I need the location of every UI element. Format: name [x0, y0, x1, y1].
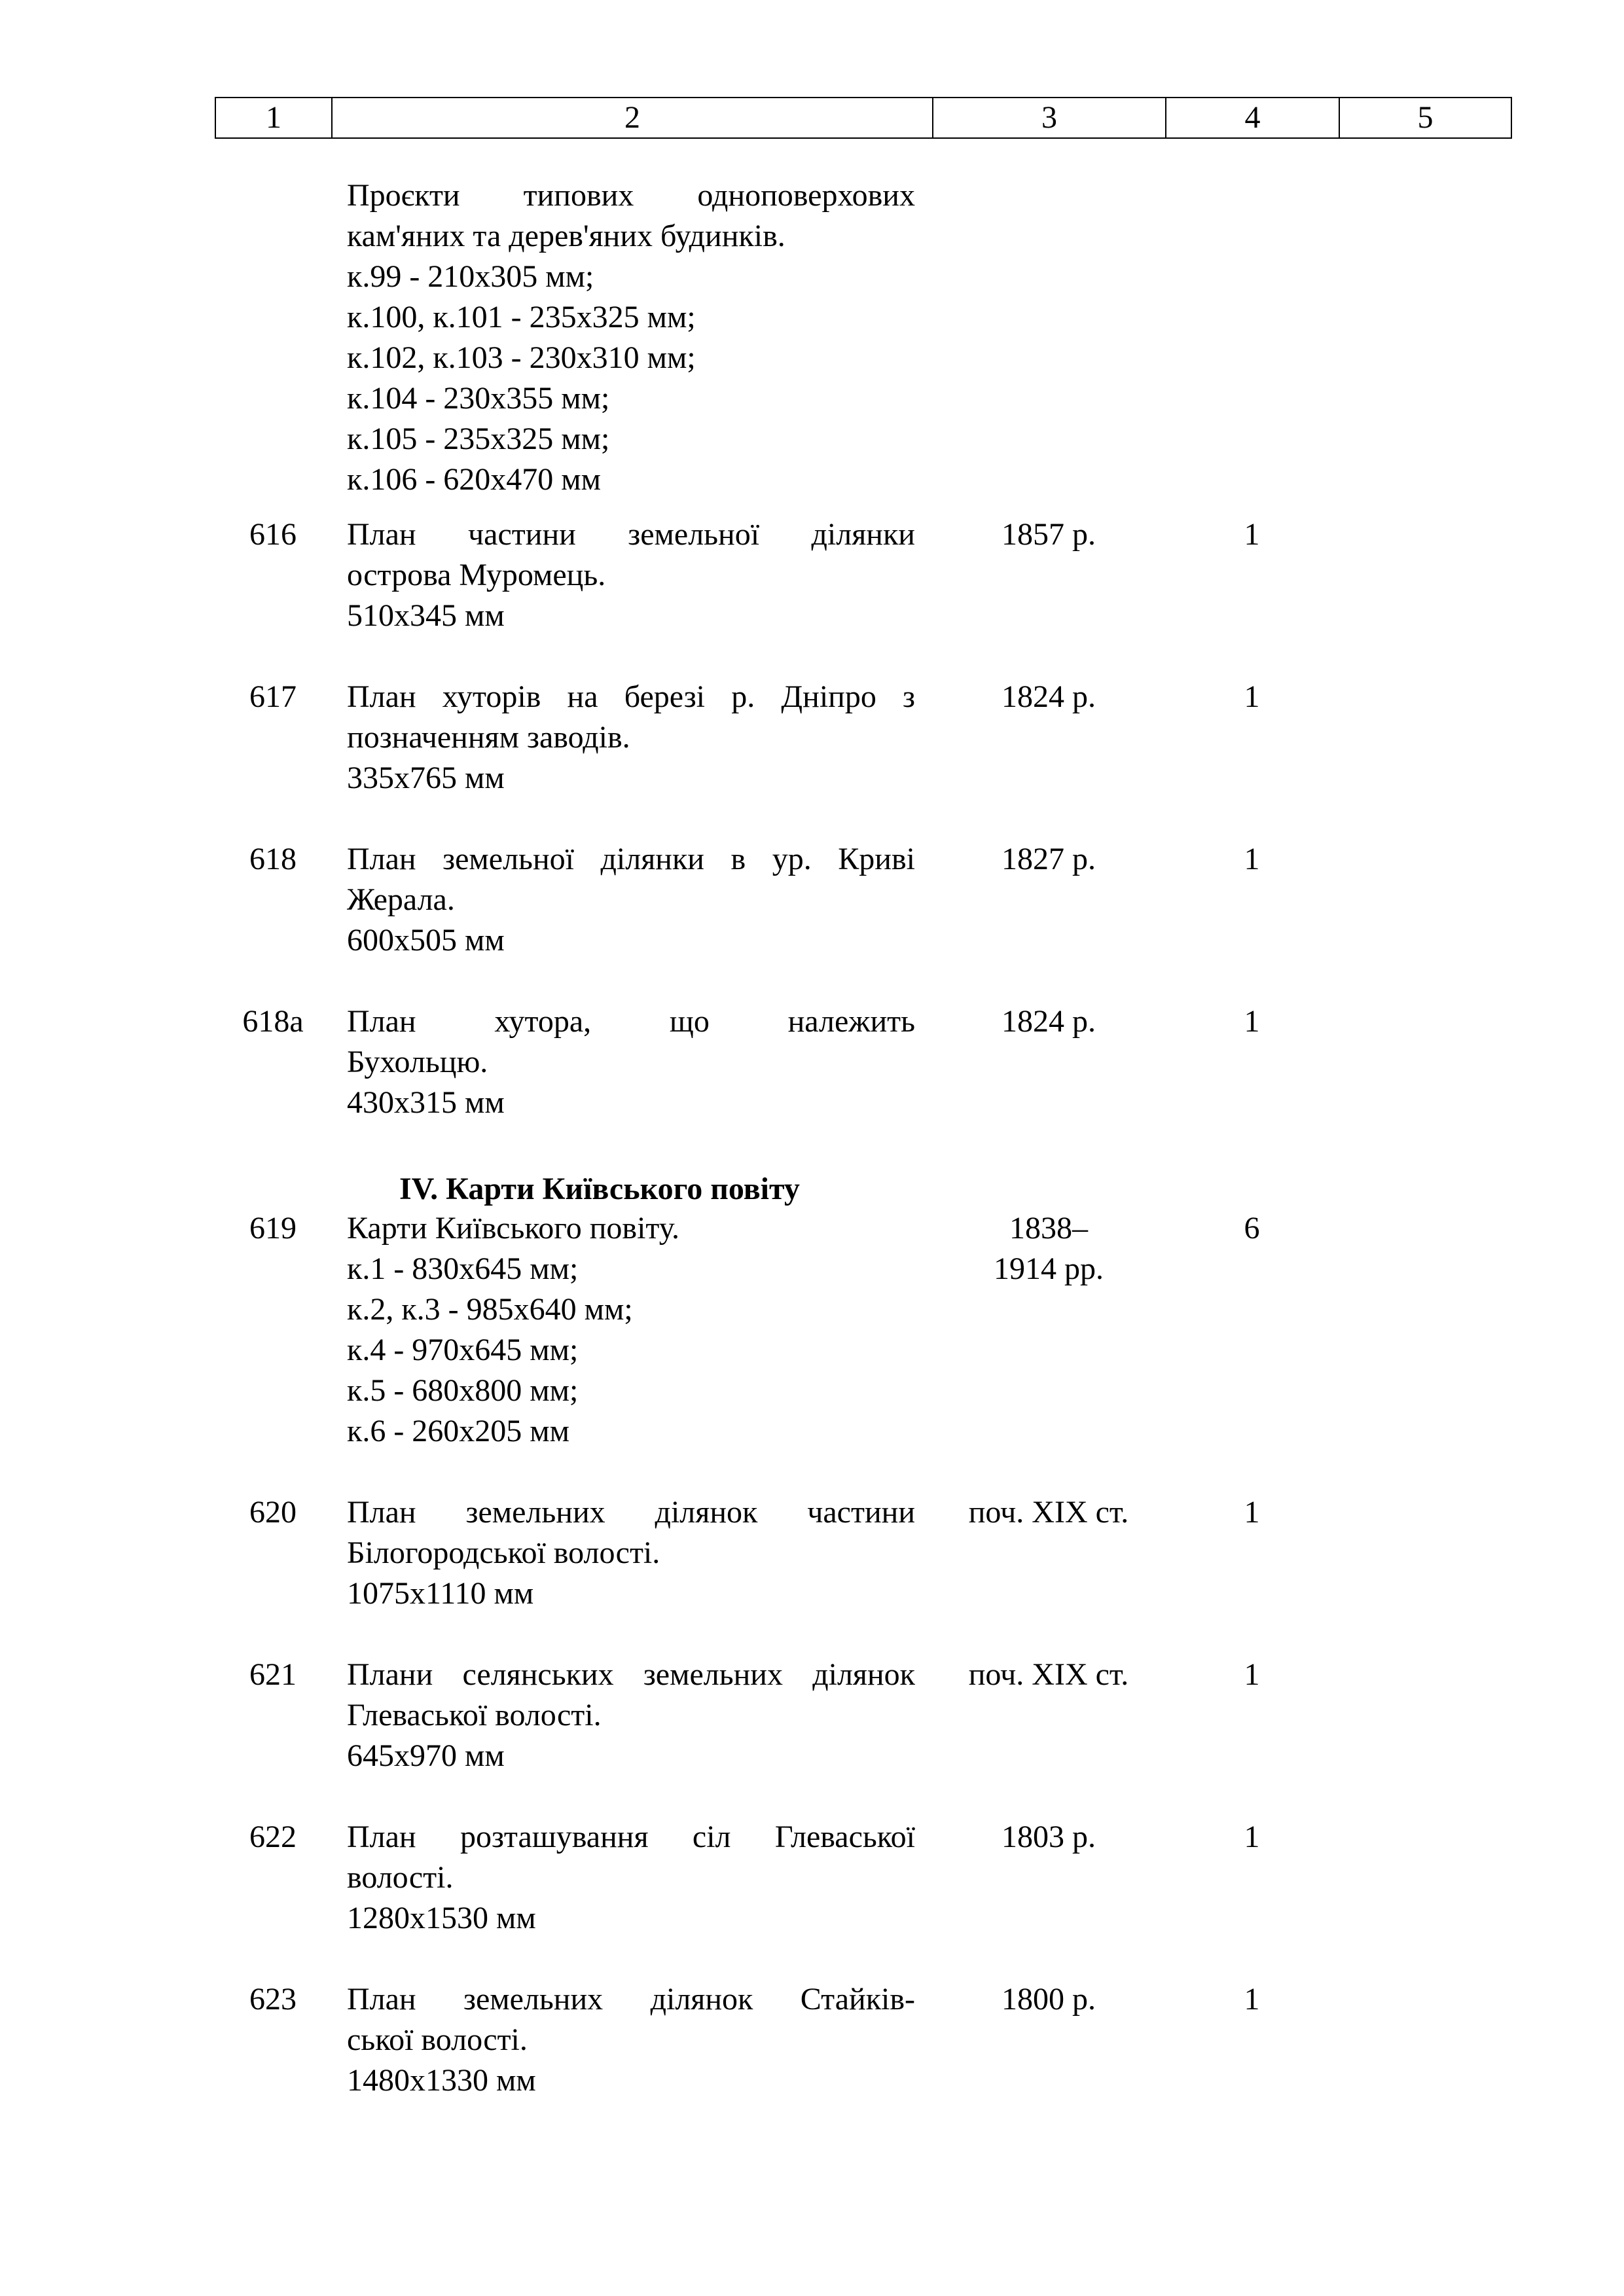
entry-quantity: 1	[1244, 517, 1260, 552]
entry-date: 1800 р.	[1001, 1982, 1096, 2017]
date-line: 1838–	[1009, 1211, 1088, 1246]
column-number: 2	[333, 98, 933, 137]
description-line: Карти Київського повіту.	[347, 1211, 679, 1246]
column-number: 3	[933, 98, 1166, 137]
catalog-entry	[0, 839, 1624, 1001]
entry-description	[347, 1208, 915, 1492]
entry-number: 622	[249, 1820, 297, 1854]
entry-number: 619	[249, 1211, 297, 1246]
entry-description	[347, 1979, 915, 2142]
catalog-entry-continued	[0, 175, 1624, 514]
entry-number	[215, 175, 331, 514]
entry-number: 621	[249, 1657, 297, 1692]
description-line: к.6 - 260х205 мм	[347, 1414, 570, 1448]
catalog-body	[0, 175, 1624, 2142]
description-line: волості.	[347, 1860, 454, 1895]
description-line: Білогородської волості.	[347, 1535, 660, 1570]
entry-date: 1827 р.	[1001, 842, 1096, 876]
description-line: к.5 - 680х800 мм;	[347, 1373, 579, 1408]
catalog-entry	[0, 1208, 1624, 1492]
description-line: 510х345 мм	[347, 598, 505, 633]
description-line: 335х765 мм	[347, 761, 505, 795]
date-line: 1914 рр.	[994, 1251, 1104, 1286]
entry-date: поч. ХІХ ст.	[968, 1495, 1129, 1530]
catalog-entry	[0, 1492, 1624, 1655]
catalog-entry	[0, 1655, 1624, 1817]
entry-description	[347, 175, 915, 514]
entry-quantity: 1	[1244, 1657, 1260, 1692]
entry-description	[347, 1001, 915, 1164]
description-line: План хуторів на березі р. Дніпро з	[347, 679, 915, 714]
column-number-header	[215, 97, 1512, 139]
description-line: План земельних ділянок Стайків-	[347, 1982, 915, 2017]
entry-description	[347, 839, 915, 1001]
description-line: 1480х1330 мм	[347, 2063, 536, 2098]
description-line: 430х315 мм	[347, 1085, 505, 1120]
entry-description	[347, 677, 915, 839]
description-line: к.2, к.3 - 985х640 мм;	[347, 1292, 633, 1327]
entry-quantity: 1	[1244, 1820, 1260, 1854]
entry-date: 1803 р.	[1001, 1820, 1096, 1854]
entry-date: 1857 р.	[1001, 517, 1096, 552]
description-line: План земельної ділянки в ур. Криві	[347, 842, 915, 876]
entry-date: 1824 р.	[1001, 679, 1096, 714]
description-line: План частини земельної ділянки	[347, 517, 915, 552]
entry-quantity: 1	[1244, 1495, 1260, 1530]
description-line: кам'яних та дерев'яних будинків.	[347, 219, 785, 253]
entry-number: 616	[249, 517, 297, 552]
description-line: острова Муромець.	[347, 558, 606, 592]
description-line: План земельних ділянок частини	[347, 1495, 915, 1530]
description-line: Проєкти типових одноповерхових	[347, 178, 915, 213]
entry-description	[347, 1817, 915, 1979]
entry-number: 620	[249, 1495, 297, 1530]
column-number: 1	[216, 98, 333, 137]
entry-quantity: 1	[1244, 679, 1260, 714]
entry-date: поч. ХІХ ст.	[968, 1657, 1129, 1692]
description-line: Бухольцю.	[347, 1045, 488, 1079]
column-number: 5	[1417, 100, 1434, 135]
entry-description	[347, 1655, 915, 1817]
catalog-entry	[0, 514, 1624, 677]
description-line: 1280х1530 мм	[347, 1901, 536, 1935]
description-line: к.100, к.101 - 235х325 мм;	[347, 300, 696, 334]
entry-number: 623	[249, 1982, 297, 2017]
description-line: к.99 - 210х305 мм;	[347, 259, 594, 294]
description-line: 600х505 мм	[347, 923, 505, 958]
entry-description	[347, 514, 915, 677]
entry-quantity: 6	[1244, 1211, 1260, 1246]
description-line: к.104 - 230х355 мм;	[347, 381, 610, 416]
column-number: 4	[1166, 98, 1340, 137]
section-heading: IV. Карти Київського повіту	[399, 1172, 800, 1206]
description-line: Плани селянських земельних ділянок	[347, 1657, 915, 1692]
description-line: 645х970 мм	[347, 1738, 505, 1773]
description-line: ської волості.	[347, 2022, 528, 2057]
catalog-entry	[0, 1979, 1624, 2142]
entry-number: 618	[249, 842, 297, 876]
entry-date: 1824 р.	[1001, 1004, 1096, 1039]
description-line: Жерала.	[347, 882, 455, 917]
catalog-entry	[0, 1817, 1624, 1979]
description-line: 1075х1110 мм	[347, 1576, 534, 1611]
catalog-entry	[0, 677, 1624, 839]
description-line: к.105 - 235х325 мм;	[347, 422, 610, 456]
entry-quantity: 1	[1244, 842, 1260, 876]
entry-description	[347, 1492, 915, 1655]
entry-number: 618а	[242, 1004, 304, 1039]
entry-number: 617	[249, 679, 297, 714]
description-line: позначенням заводів.	[347, 720, 630, 755]
description-line: к.106 - 620х470 мм	[347, 462, 602, 497]
catalog-entry	[0, 1001, 1624, 1164]
entry-quantity: 1	[1244, 1004, 1260, 1039]
description-line: к.102, к.103 - 230х310 мм;	[347, 340, 696, 375]
description-line: к.4 - 970х645 мм;	[347, 1333, 579, 1367]
entry-quantity: 1	[1244, 1982, 1260, 2017]
description-line: План хутора, що належить	[347, 1004, 915, 1039]
entry-date	[932, 1208, 1165, 1492]
description-line: План розташування сіл Глеваської	[347, 1820, 915, 1854]
description-line: Глеваської волості.	[347, 1698, 602, 1732]
description-line: к.1 - 830х645 мм;	[347, 1251, 579, 1286]
